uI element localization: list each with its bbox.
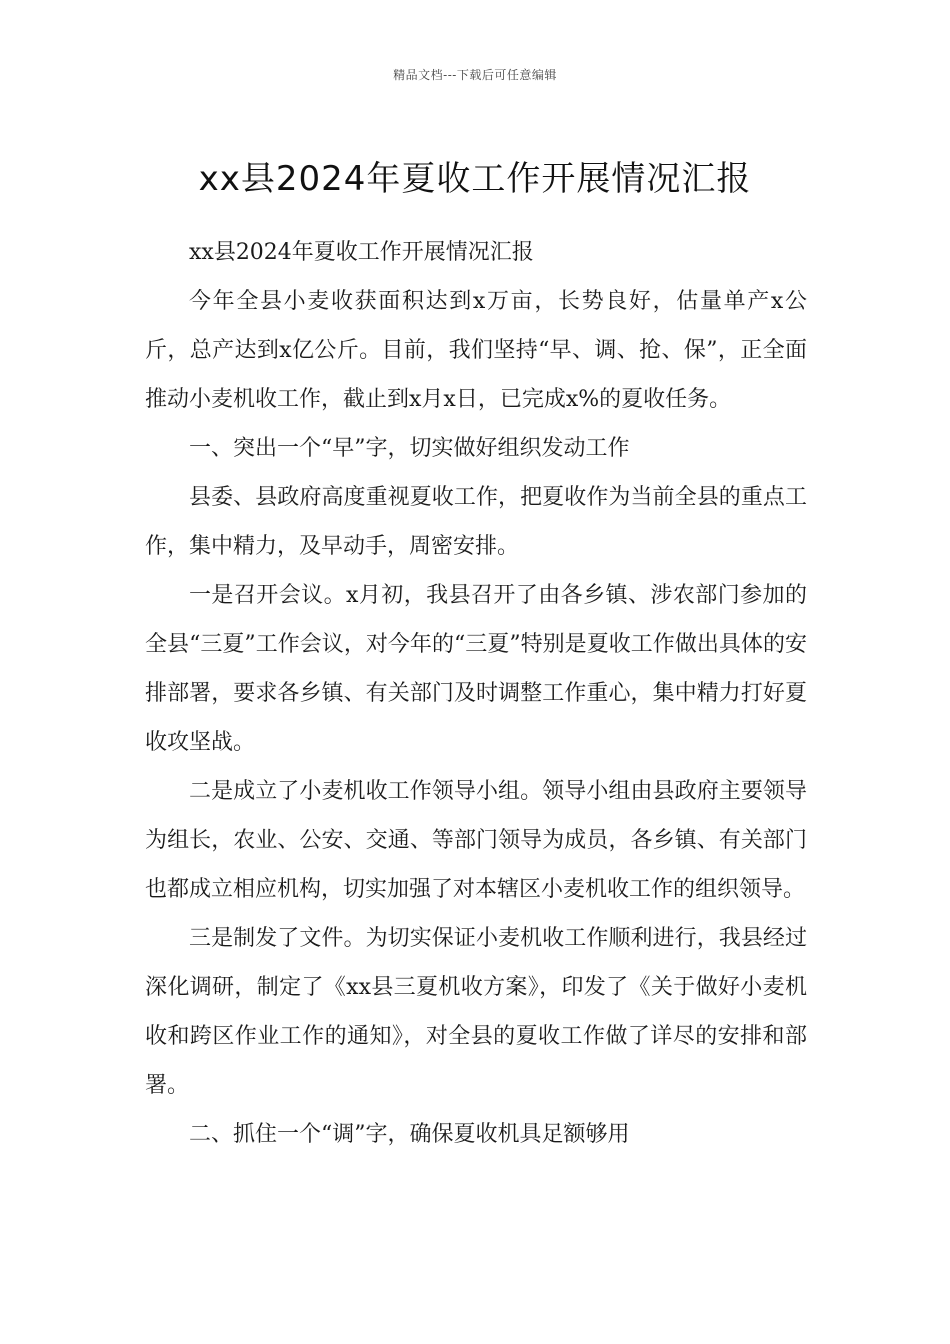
document-title: xx县2024年夏收工作开展情况汇报 — [198, 158, 752, 199]
paragraph: 三是制发了文件。为切实保证小麦机收工作顺利进行，我县经过深化调研，制定了《xx县三夏机收方案》，印发了《关于做好小麦机收和跨区作业工作的通知》，对全县的夏收工作做了详尽的安排和部署。 — [145, 926, 807, 1098]
header-note: 精品文档---下载后可任意编辑 — [393, 68, 557, 82]
document-body — [145, 228, 807, 1159]
paragraph-intro: 今年全县小麦收获面积达到x万亩，长势良好，估量单产x公斤，总产达到x亿公斤。目前，我们坚持“早、调、抢、保”，正全面推动小麦机收工作，截止到x月x日，已完成x%的夏收任务。 — [145, 289, 807, 412]
paragraph: 县委、县政府高度重视夏收工作，把夏收作为当前全县的重点工作，集中精力，及早动手，周密安排。 — [145, 485, 807, 559]
paragraph: 二是成立了小麦机收工作领导小组。领导小组由县政府主要领导为组长，农业、公安、交通、等部门领导为成员，各乡镇、有关部门也都成立相应机构，切实加强了对本辖区小麦机收工作的组织领导。 — [145, 779, 807, 902]
paragraph-subtitle: xx县2024年夏收工作开展情况汇报 — [189, 240, 534, 265]
paragraph: 一是召开会议。x月初，我县召开了由各乡镇、涉农部门参加的全县“三夏”工作会议，对今年的“三夏”特别是夏收工作做出具体的安排部署，要求各乡镇、有关部门及时调整工作重心，集中精力打好夏收攻坚战。 — [145, 583, 807, 755]
section-heading-1: 一、突出一个“早”字，切实做好组织发动工作 — [189, 436, 630, 461]
section-heading-2: 二、抓住一个“调”字，确保夏收机具足额够用 — [189, 1122, 630, 1147]
